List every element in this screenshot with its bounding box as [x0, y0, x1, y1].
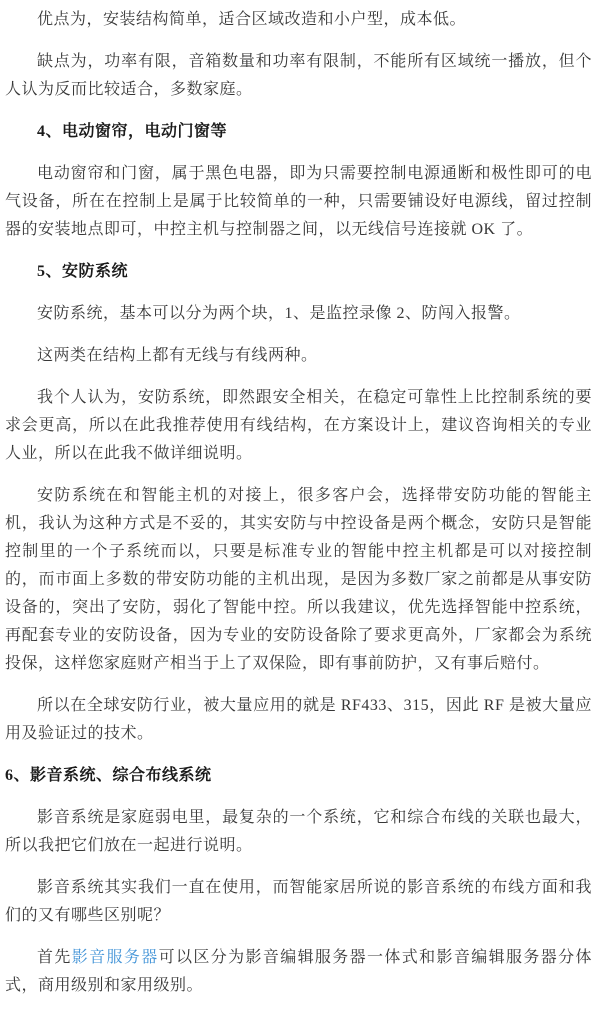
paragraph: [5, 944, 592, 1000]
paragraph: 安防系统，基本可以分为两个块，1、是监控录像 2、防闯入报警。: [37, 305, 521, 322]
text-segment: 首先: [37, 949, 72, 966]
paragraph: 安防系统在和智能主机的对接上，很多客户会，选择带安防功能的智能主机，我认为这种方式是不妥的，其实安防与中控设备是两个概念，安防只是智能控制里的一个子系统而以，只要是标准专业的智能中控主机都是可以对接控制的，而市面上多数的带安防功能的主机出现，是因为多数厂家之前都是从事安防设备的，突出了安防，弱化了智能中控。所以我建议，优先选择智能中控系统，再配套专业的安防设备，因为专业的安防设备除了要求更高外，厂家都会为系统投保，这样您家庭财产相当于上了双保险，即有事前防护，又有事后赔付。: [5, 487, 592, 672]
section-heading: 6、影音系统、综合布线系统: [5, 767, 212, 784]
paragraph: 这两类在结构上都有无线与有线两种。: [37, 347, 318, 364]
paragraph: 优点为，安装结构简单，适合区域改造和小户型，成本低。: [37, 11, 467, 28]
paragraph: 所以在全球安防行业，被大量应用的就是 RF433、315，因此 RF 是被大量应用及验证过的技术。: [5, 697, 592, 742]
paragraph: 我个人认为，安防系统，即然跟安全相关，在稳定可靠性上比控制系统的要求会更高，所以在此我推荐使用有线结构，在方案设计上，建议咨询相关的专业人业，所以在此我不做详细说明。: [5, 389, 592, 462]
section-heading: 4、电动窗帘，电动门窗等: [37, 123, 228, 140]
paragraph: 缺点为，功率有限，音箱数量和功率有限制，不能所有区域统一播放，但个人认为反而比较适合，多数家庭。: [5, 53, 592, 98]
section-heading: 5、安防系统: [37, 263, 129, 280]
av-server-link[interactable]: 影音服务器: [71, 949, 159, 966]
paragraph: 电动窗帘和门窗，属于黑色电器，即为只需要控制电源通断和极性即可的电气设备，所在在控制上是属于比较简单的一种，只需要铺设好电源线，留过控制器的安装地点即可，中控主机与控制器之间，以无线信号连接就 OK 了。: [5, 165, 592, 238]
paragraph: 影音系统其实我们一直在使用，而智能家居所说的影音系统的布线方面和我们的又有哪些区别呢？: [5, 879, 592, 924]
paragraph: 影音系统是家庭弱电里，最复杂的一个系统，它和综合布线的关联也最大，所以我把它们放在一起进行说明。: [5, 809, 592, 854]
text-segment: 可以区分为影音编辑服务器一体式和影音编辑服务器分体式，商用级别和家用级别。: [5, 949, 592, 994]
